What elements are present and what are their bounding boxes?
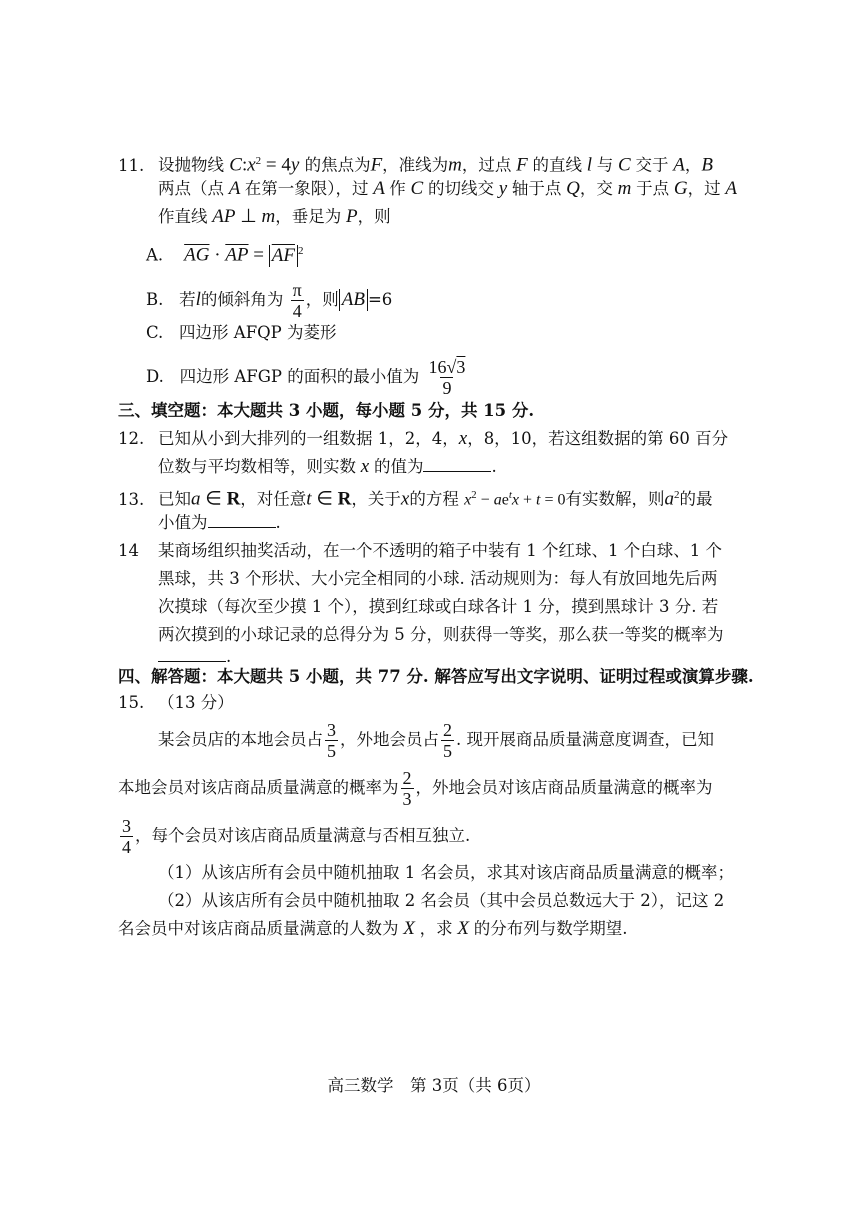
- answer-blank[interactable]: [208, 513, 276, 528]
- answer-blank[interactable]: [158, 647, 226, 662]
- q15-para2: 本地会员对该店商品质量满意的概率为 $\frac{2}{3}$ ，外地会员对该店商品质量满意的概率为: [118, 768, 713, 809]
- q14-line1: 14 某商场组织抽奖活动，在一个不透明的箱子中装有 1 个红球、1 个白球、1 个: [118, 541, 722, 560]
- q11-option-a: A. $\overline{AG} \cdot \overline{AP} = \overline{AF}$ $^2$: [146, 244, 304, 266]
- q13-line2: 小值为 .: [158, 513, 281, 532]
- page-footer: 高三数学 第 3页（共 6页）: [327, 1076, 541, 1095]
- q14-line2: 黑球，共 3 个形状、大小完全相同的小球. 活动规则为：每人有放回地先后两: [158, 569, 718, 588]
- q11-option-c: C. 四边形 AFQP 为菱形: [146, 323, 337, 342]
- q15-sub2: （2）从该店所有会员中随机抽取 2 名会员（其中会员总数远大于 2），记这 2: [158, 891, 725, 910]
- q11-line2: 两点（点 A 在第一象限），过 A 作 C 的切线交 y 轴于点 Q，交 m 于点 G，过 A: [158, 178, 737, 199]
- q11-option-b: B. 若l的倾斜角为 $\frac{\pi}{4}$ ，则 AB =6: [146, 280, 393, 321]
- q11-number: 11.: [118, 155, 145, 175]
- q13-line1: 13. 已知a ∈ R，对任意t ∈ R，关于x的方程 $x^2 - ae^tx + t = 0$有实数解，则$a^2$的最: [118, 488, 713, 510]
- q15-sub1: （1）从该店所有会员中随机抽取 1 名会员，求其对该店商品质量满意的概率；: [158, 863, 734, 882]
- q11-line3: 作直线 AP ⊥ m，垂足为 P，则: [158, 206, 391, 227]
- q15-para1: 某会员店的本地会员占 $\frac{3}{5}$ ，外地会员占 $\frac{2}{5}$ . 现开展商品质量满意度调查，已知: [158, 720, 714, 761]
- q15-para3: $\frac{3}{4}$ ，每个会员对该店商品质量满意与否相互独立.: [122, 816, 471, 857]
- q15-header: 15. （13 分）: [118, 693, 234, 712]
- q11-option-d: D. 四边形 AFGP 的面积的最小值为 $\frac{16√3}{9}$: [146, 357, 466, 398]
- q14-line3: 次摸球（每次至少摸 1 个），摸到红球或白球各计 1 分，摸到黑球计 3 分. 若: [158, 597, 719, 616]
- section3-heading: 三、填空题：本大题共 3 小题，每小题 5 分，共 15 分.: [118, 401, 535, 420]
- q15-sub3: 名会员中对该店商品质量满意的人数为 X ，求 X 的分布列与数学期望.: [118, 918, 628, 939]
- section4-heading: 四、解答题：本大题共 5 小题，共 77 分. 解答应写出文字说明、证明过程或演算步骤.: [118, 667, 754, 686]
- q14-line5: .: [158, 646, 231, 668]
- q14-line4: 两次摸到的小球记录的总得分为 5 分，则获得一等奖，那么获一等奖的概率为: [158, 625, 724, 644]
- q12-line2: 位数与平均数相等，则实数 x 的值为 .: [158, 456, 497, 477]
- answer-blank[interactable]: [423, 457, 491, 472]
- q11-line1: 11. 设抛物线 $C:x^2 = 4y$ 的焦点为F，准线为m，过点 F 的直线 l 与 C 交于 A，B: [118, 154, 713, 176]
- q12-line1: 12. 已知从小到大排列的一组数据 1，2，4，x，8，10，若这组数据的第 60 百分: [118, 428, 729, 449]
